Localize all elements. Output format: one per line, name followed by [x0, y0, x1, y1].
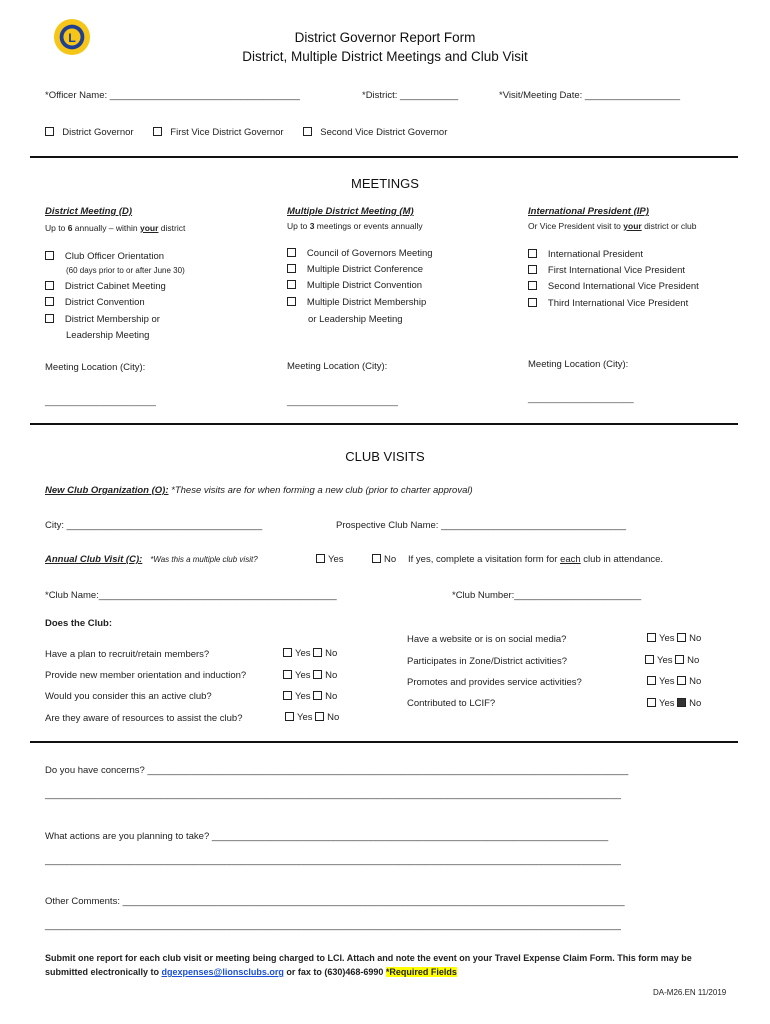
international-sub: Or Vice President visit to your district or club — [528, 221, 697, 231]
district-item-convention[interactable]: District Convention — [45, 297, 145, 308]
email-link[interactable]: dgexpenses@lionsclubs.org — [161, 967, 284, 977]
md-item-conference[interactable]: Multiple District Conference — [287, 264, 423, 275]
multiple-visit-no[interactable]: No — [372, 554, 396, 565]
checkbox[interactable] — [647, 633, 656, 642]
checkbox[interactable] — [647, 698, 656, 707]
question-resources: Are they aware of resources to assist the club? — [45, 713, 243, 724]
checkbox[interactable] — [313, 670, 322, 679]
other-comments-field-line2[interactable]: _____________________________________________________________________________________________________________ — [45, 920, 621, 931]
district-field[interactable]: *District: ___________ — [362, 90, 459, 101]
actions-field[interactable]: What actions are you planning to take? ___________________________________________________________________________ — [45, 831, 609, 842]
district-meeting-sub: Up to 6 annually – within your district — [45, 223, 186, 233]
checkbox[interactable] — [372, 554, 381, 563]
ip-item-president[interactable]: International President — [528, 249, 643, 260]
district-item-cabinet[interactable]: District Cabinet Meeting — [45, 281, 166, 292]
actions-field-line2[interactable]: _____________________________________________________________________________________________________________ — [45, 855, 621, 866]
multiple-visit-yes[interactable]: Yes — [316, 554, 344, 565]
divider — [30, 156, 738, 158]
question-zone-activities: Participates in Zone/District activities? — [407, 656, 567, 667]
multiple-visit-note: If yes, complete a visitation form for each club in attendance. — [408, 554, 664, 565]
question-service: Promotes and provides service activities? — [407, 677, 582, 688]
form-code: DA-M26.EN 11/2019 — [653, 988, 727, 997]
checkbox[interactable] — [645, 655, 654, 664]
ip-item-second-vp[interactable]: Second International Vice President — [528, 281, 699, 292]
checkbox[interactable] — [313, 691, 322, 700]
svg-text:L: L — [68, 30, 76, 45]
yes-no-website[interactable]: Yes No — [647, 633, 701, 644]
yes-no-recruit-plan[interactable]: Yes No — [283, 648, 337, 659]
yes-no-active-club[interactable]: Yes No — [283, 691, 337, 702]
md-item-membership-line2: or Leadership Meeting — [308, 314, 403, 325]
checkbox[interactable] — [45, 314, 54, 323]
submit-instructions: Submit one report for each club visit or meeting being charged to LCI. Attach and note the event on your Travel Expense Claim Form. This form may be submitted electronically to dgexpenses@lionsclubs.org or fax to (630)468-6990 *Required Fields — [45, 953, 692, 977]
officer-type-first-vdg[interactable]: First Vice District Governor — [153, 127, 284, 138]
checkbox[interactable] — [675, 655, 684, 664]
required-fields-note: *Required Fields — [385, 967, 457, 977]
club-name-field[interactable]: *Club Name:_____________________________________________ — [45, 590, 337, 601]
checkbox[interactable] — [528, 249, 537, 258]
other-comments-field[interactable]: Other Comments: _______________________________________________________________________________________________ — [45, 896, 625, 907]
checkbox[interactable] — [287, 297, 296, 306]
checkbox[interactable] — [285, 712, 294, 721]
question-website: Have a website or is on social media? — [407, 634, 567, 645]
multiple-district-heading: Multiple District Meeting (M) — [287, 206, 414, 217]
new-club-city-field[interactable]: City: _____________________________________ — [45, 520, 263, 531]
checkbox[interactable] — [287, 264, 296, 273]
checkbox[interactable] — [153, 127, 162, 136]
multiple-district-sub: Up to 3 meetings or events annually — [287, 221, 423, 231]
checkbox[interactable] — [283, 691, 292, 700]
checkbox[interactable] — [287, 248, 296, 257]
checkbox[interactable] — [303, 127, 312, 136]
divider — [30, 423, 738, 425]
checkbox[interactable] — [45, 127, 54, 136]
ip-item-third-vp[interactable]: Third International Vice President — [528, 298, 688, 309]
officer-name-field[interactable]: *Officer Name: ____________________________________ — [45, 90, 300, 101]
checkbox[interactable] — [528, 265, 537, 274]
new-club-row: New Club Organization (O): *These visits are for when forming a new club (prior to charter approval) — [45, 485, 473, 496]
district-item-club-officer-orientation[interactable]: Club Officer Orientation — [45, 251, 164, 262]
yes-no-resources[interactable]: Yes No — [285, 712, 339, 723]
checkbox[interactable] — [677, 633, 686, 642]
ip-location-input[interactable]: ____________________ — [528, 393, 634, 404]
checkbox[interactable] — [287, 280, 296, 289]
checkbox[interactable] — [316, 554, 325, 563]
yes-no-zone-activities[interactable]: Yes No — [645, 655, 699, 666]
does-the-club-heading: Does the Club: — [45, 618, 113, 629]
checkbox[interactable] — [528, 298, 537, 307]
form-subtitle: District, Multiple District Meetings and Club Visit — [242, 49, 528, 64]
club-number-field[interactable]: *Club Number:________________________ — [452, 590, 642, 601]
district-location-label: Meeting Location (City): — [45, 362, 146, 373]
checkbox[interactable] — [528, 281, 537, 290]
md-item-convention[interactable]: Multiple District Convention — [287, 280, 422, 291]
club-visits-title: CLUB VISITS — [345, 449, 425, 464]
question-orientation: Provide new member orientation and induction? — [45, 670, 247, 681]
annual-club-visit-label: Annual Club Visit (C): *Was this a multiple club visit? — [45, 554, 258, 565]
md-item-council[interactable]: Council of Governors Meeting — [287, 248, 433, 259]
yes-no-orientation[interactable]: Yes No — [283, 670, 337, 681]
question-lcif: Contributed to LCIF? — [407, 698, 496, 709]
checkbox[interactable] — [677, 676, 686, 685]
checkbox-checked[interactable] — [677, 698, 686, 707]
question-active-club: Would you consider this an active club? — [45, 691, 212, 702]
form-title: District Governor Report Form — [294, 30, 476, 45]
checkbox[interactable] — [45, 281, 54, 290]
district-location-input[interactable]: _____________________ — [45, 396, 156, 407]
concerns-field[interactable]: Do you have concerns? ___________________________________________________________________________________________ — [45, 765, 629, 776]
yes-no-lcif[interactable]: Yes No — [647, 698, 701, 709]
ip-location-label: Meeting Location (City): — [528, 359, 629, 370]
officer-type-second-vdg[interactable]: Second Vice District Governor — [303, 127, 447, 138]
checkbox[interactable] — [315, 712, 324, 721]
prospective-club-name-field[interactable]: Prospective Club Name: ___________________________________ — [336, 520, 626, 531]
officer-type-district-governor[interactable]: District Governor — [45, 127, 134, 138]
district-item-membership-line2: Leadership Meeting — [66, 330, 150, 341]
divider — [30, 741, 738, 743]
ip-item-first-vp[interactable]: First International Vice President — [528, 265, 685, 276]
checkbox[interactable] — [313, 648, 322, 657]
district-item-membership[interactable]: District Membership or — [45, 314, 160, 325]
md-item-membership[interactable]: Multiple District Membership — [287, 297, 426, 308]
meetings-title: MEETINGS — [351, 176, 419, 191]
visit-date-field[interactable]: *Visit/Meeting Date: __________________ — [499, 90, 680, 101]
yes-no-service[interactable]: Yes No — [647, 676, 701, 687]
md-location-input[interactable]: _____________________ — [287, 396, 398, 407]
checkbox[interactable] — [283, 648, 292, 657]
question-recruit-plan: Have a plan to recruit/retain members? — [45, 649, 210, 660]
checkbox[interactable] — [647, 676, 656, 685]
district-meeting-heading: District Meeting (D) — [45, 206, 133, 217]
checkbox[interactable] — [45, 297, 54, 306]
international-heading: International President (IP) — [528, 206, 649, 217]
checkbox[interactable] — [283, 670, 292, 679]
checkbox[interactable] — [45, 251, 54, 260]
concerns-field-line2[interactable]: _____________________________________________________________________________________________________________ — [45, 789, 621, 800]
district-item-note: (60 days prior to or after June 30) — [66, 266, 185, 275]
md-location-label: Meeting Location (City): — [287, 361, 388, 372]
